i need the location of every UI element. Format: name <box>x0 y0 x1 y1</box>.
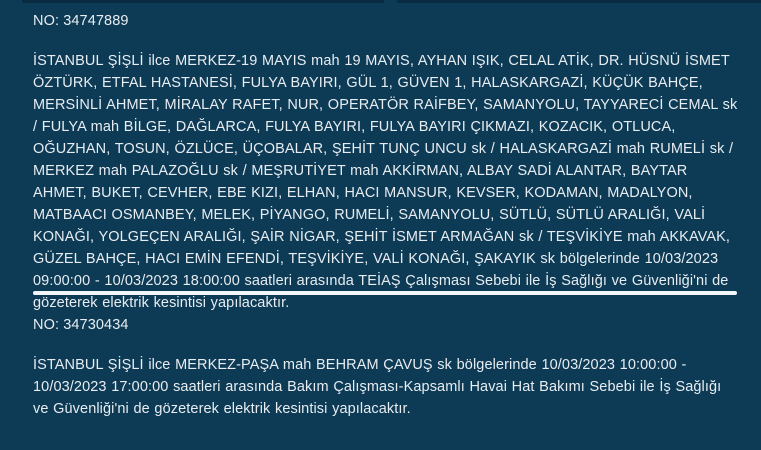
notice-body-text: İSTANBUL ŞİŞLİ ilce MERKEZ-PAŞA mah BEHRAM ÇAVUŞ sk bölgelerinde 10/03/2023 10:00:00 - 10/03/2023 17:00:00 saatleri arasında Bakım Çalışması-Kapsamlı Havai Hat Bakımı Sebebi ile İş Sağlığı ve Güvenliği'ni de gözeterek elektrik kesintisi yapılacaktır. <box>33 357 722 417</box>
top-edge-strip-left <box>22 0 384 3</box>
outage-notice-item <box>33 12 739 314</box>
notice-divider <box>33 291 737 295</box>
notice-number: NO: 34730434 <box>33 317 129 333</box>
notice-body-text: İSTANBUL ŞİŞLİ ilce MERKEZ-19 MAYIS mah 19 MAYIS, AYHAN IŞIK, CELAL ATİK, DR. HÜSNÜ İSMET ÖZTÜRK, ETFAL HASTANESİ, FULYA BAYIRI, GÜL 1, GÜVEN 1, HALASKARGAZİ, KÜÇÜK BAHÇE, MERSİNLİ AHMET, MİRALAY RAFET, NUR, OPERATÖR RAİFBEY, SAMANYOLU, TAYYARECİ CEMAL sk / FULYA mah BİLGE, DAĞLARCA, FULYA BAYIRI, FULYA BAYIRI ÇIKMAZI, KOZACIK, OTLUCA, OĞUZHAN, TOSUN, ÖZLÜCE, ÜÇOBALAR, ŞEHİT TUNÇ UNCU sk / HALASKARGAZİ mah RUMELİ sk / MERKEZ mah PALAZOĞLU sk / MEŞRUTİYET mah AKKİRMAN, ALBAY SADİ ALANTAR, BAYTAR AHMET, BUKET, CEVHER, EBE KIZI, ELHAN, HACI MANSUR, KEVSER, KODAMAN, MADALYON, MATBAACI OSMANBEY, MELEK, PİYANGO, RUMELİ, SAMANYOLU, SÜTLÜ, SÜTLÜ ARALIĞI, VALİ KONAĞI, YOLGEÇEN ARALIĞI, ŞAİR NİGAR, ŞEHİT İSMET ARMAĞAN sk / TEŞVİKİYE mah AKKAVAK, GÜZEL BAHÇE, HACI EMİN EFENDİ, TEŞVİKİYE, VALİ KONAĞI, ŞAKAYIK sk bölgelerinde 10/03/2023 09:00:00 - 10/03/2023 18:00:00 saatleri arasında TEİAŞ Çalışması Sebebi ile İş Sağlığı ve Güvenliği'ni de gözeterek elektrik kesintisi yapılacaktır. <box>33 53 738 311</box>
top-edge-strip-right <box>397 0 761 3</box>
outage-notice-item <box>33 316 739 420</box>
notice-number: NO: 34747889 <box>33 13 129 29</box>
